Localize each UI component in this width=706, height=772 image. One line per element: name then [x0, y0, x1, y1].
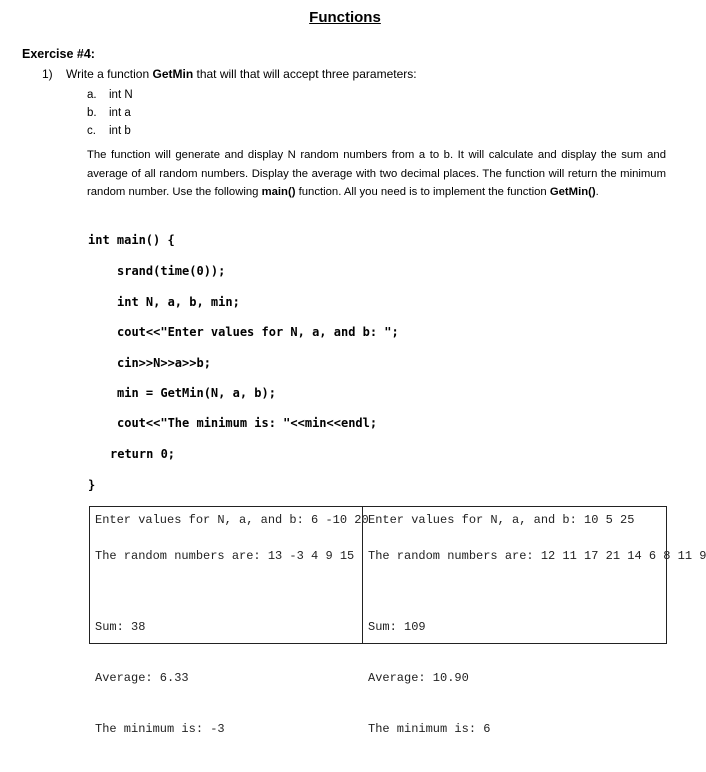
list-item-letter: b.: [87, 107, 97, 119]
output-average: Average: 10.90: [368, 671, 469, 685]
code-line: return 0;: [110, 447, 176, 461]
page-title: Functions: [309, 9, 381, 26]
output-summary: [95, 585, 225, 772]
list-item-letter: c.: [87, 125, 96, 137]
description-part-3: .: [595, 186, 599, 199]
parameter-list: [87, 86, 133, 140]
code-line: srand(time(0));: [117, 264, 226, 278]
question-text-before: Write a function: [66, 67, 153, 81]
code-line: int N, a, b, min;: [117, 295, 240, 309]
output-random-numbers: The random numbers are: 13 -3 4 9 15: [95, 549, 355, 563]
output-sum: Sum: 109: [368, 620, 426, 634]
list-item-text: int a: [109, 107, 131, 119]
list-item: [87, 122, 133, 140]
code-line: }: [88, 478, 96, 492]
task-description: [87, 146, 666, 202]
output-prompt: Enter values for N, a, and b: 10 5 25: [368, 513, 635, 527]
list-item-letter: a.: [87, 89, 97, 101]
output-prompt: Enter values for N, a, and b: 6 -10 20: [95, 513, 369, 527]
list-item-text: int b: [109, 125, 131, 137]
code-line: cout<<"The minimum is: "<<min<<endl;: [117, 416, 378, 430]
sample-output-left: [90, 507, 369, 736]
sample-output-table: [89, 506, 706, 736]
code-line: cin>>N>>a>>b;: [117, 356, 211, 370]
output-summary: [368, 585, 490, 772]
output-minimum: The minimum is: -3: [95, 722, 225, 736]
question-number: 1): [42, 67, 53, 81]
description-part-2: function. All you need is to implement the function: [295, 186, 550, 199]
output-sum: Sum: 38: [95, 620, 146, 634]
code-line: cout<<"Enter values for N, a, and b: ";: [117, 325, 399, 339]
code-line: int main() {: [88, 233, 175, 247]
exercise-heading: Exercise #4:: [22, 47, 95, 61]
description-bold-getmin: GetMin(): [549, 186, 596, 199]
question-text-after: that will that will accept three parameters:: [193, 67, 417, 81]
list-item: [87, 86, 133, 104]
list-item-text: int N: [109, 89, 133, 101]
list-item: [87, 104, 133, 122]
description-bold-main: main(): [261, 186, 296, 199]
description-part-1: The function will generate and display N random numbers from a to b. It will calculate and display the sum and average of all random numbers. Display the average with two decimal places. The function will return the minimum random number. Use the following: [87, 149, 666, 199]
output-average: Average: 6.33: [95, 671, 189, 685]
code-line: min = GetMin(N, a, b);: [117, 386, 276, 400]
function-name: GetMin: [152, 67, 194, 81]
sample-output-right: [363, 507, 706, 736]
output-random-numbers: The random numbers are: 12 11 17 21 14 6 8 11 9: [368, 549, 706, 563]
question-line: [42, 67, 417, 81]
output-minimum: The minimum is: 6: [368, 722, 491, 736]
